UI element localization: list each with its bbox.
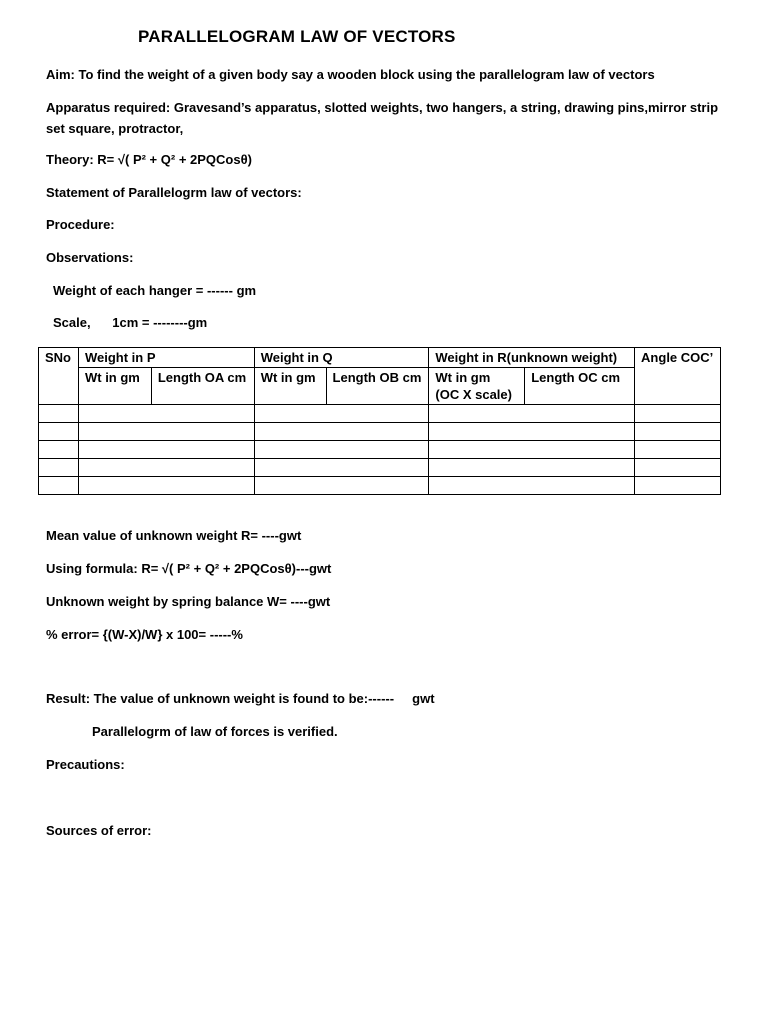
subheader-q-len: Length OB cm bbox=[326, 368, 429, 405]
cell-weight-p bbox=[78, 423, 254, 441]
cell-weight-r bbox=[429, 423, 635, 441]
apparatus-text: Apparatus required: Gravesand’s apparatus, slotted weights, two hangers, a string, drawing pins,mirror strip set square, protractor, bbox=[46, 100, 719, 136]
header-weight-r: Weight in R(unknown weight) bbox=[429, 348, 635, 368]
cell-sno bbox=[39, 477, 79, 495]
cell-weight-p bbox=[78, 459, 254, 477]
cell-weight-p bbox=[78, 405, 254, 423]
sources-of-error-heading: Sources of error: bbox=[46, 823, 152, 838]
statement-heading: Statement of Parallelogrm law of vectors: bbox=[46, 185, 302, 200]
formula-result-text: Using formula: R= √( P² + Q² + 2PQCosθ)---gwt bbox=[46, 561, 332, 576]
subheader-r-wt-line1: Wt in gm bbox=[435, 370, 491, 385]
header-weight-q: Weight in Q bbox=[254, 348, 429, 368]
cell-angle bbox=[635, 423, 721, 441]
subheader-p-wt: Wt in gm bbox=[78, 368, 151, 405]
hanger-weight-text: Weight of each hanger = ------ gm bbox=[53, 283, 257, 298]
cell-weight-p bbox=[78, 477, 254, 495]
precautions-heading: Precautions: bbox=[46, 757, 125, 772]
table-row bbox=[39, 405, 721, 423]
scale-text: Scale, 1cm = --------gm bbox=[53, 315, 208, 330]
cell-angle bbox=[635, 405, 721, 423]
theory-formula: Theory: R= √( P² + Q² + 2PQCosθ) bbox=[46, 152, 252, 167]
cell-weight-r bbox=[429, 405, 635, 423]
cell-weight-r bbox=[429, 441, 635, 459]
cell-weight-p bbox=[78, 441, 254, 459]
observation-table bbox=[38, 347, 721, 495]
spring-balance-text: Unknown weight by spring balance W= ----gwt bbox=[46, 594, 331, 609]
table-row bbox=[39, 423, 721, 441]
cell-weight-r bbox=[429, 477, 635, 495]
subheader-r-len: Length OC cm bbox=[525, 368, 635, 405]
cell-sno bbox=[39, 423, 79, 441]
cell-weight-q bbox=[254, 423, 429, 441]
observations-heading: Observations: bbox=[46, 250, 134, 265]
cell-angle bbox=[635, 459, 721, 477]
cell-weight-q bbox=[254, 459, 429, 477]
header-angle: Angle COC’ bbox=[635, 348, 721, 405]
cell-weight-q bbox=[254, 441, 429, 459]
result-text: Result: The value of unknown weight is found to be:------ gwt bbox=[46, 691, 435, 706]
table-row bbox=[39, 459, 721, 477]
cell-sno bbox=[39, 405, 79, 423]
table-header-row bbox=[39, 348, 721, 368]
mean-value-text: Mean value of unknown weight R= ----gwt bbox=[46, 528, 302, 543]
header-sno: SNo bbox=[39, 348, 79, 405]
cell-weight-r bbox=[429, 459, 635, 477]
cell-angle bbox=[635, 477, 721, 495]
cell-sno bbox=[39, 441, 79, 459]
verified-text: Parallelogrm of law of forces is verified. bbox=[92, 724, 338, 739]
cell-angle bbox=[635, 441, 721, 459]
cell-weight-q bbox=[254, 405, 429, 423]
aim-text: Aim: To find the weight of a given body say a wooden block using the parallelogram law of vectors bbox=[46, 67, 655, 82]
cell-weight-q bbox=[254, 477, 429, 495]
procedure-heading: Procedure: bbox=[46, 217, 115, 232]
table-row bbox=[39, 441, 721, 459]
subheader-r-wt-line2: (OC X scale) bbox=[435, 387, 512, 402]
subheader-r-wt bbox=[429, 368, 525, 405]
table-row bbox=[39, 477, 721, 495]
page-title: PARALLELOGRAM LAW OF VECTORS bbox=[138, 27, 456, 46]
subheader-p-len: Length OA cm bbox=[151, 368, 254, 405]
subheader-q-wt: Wt in gm bbox=[254, 368, 326, 405]
cell-sno bbox=[39, 459, 79, 477]
table-subheader-row bbox=[39, 368, 721, 405]
percent-error-text: % error= {(W-X)/W} x 100= -----% bbox=[46, 627, 243, 642]
header-weight-p: Weight in P bbox=[78, 348, 254, 368]
